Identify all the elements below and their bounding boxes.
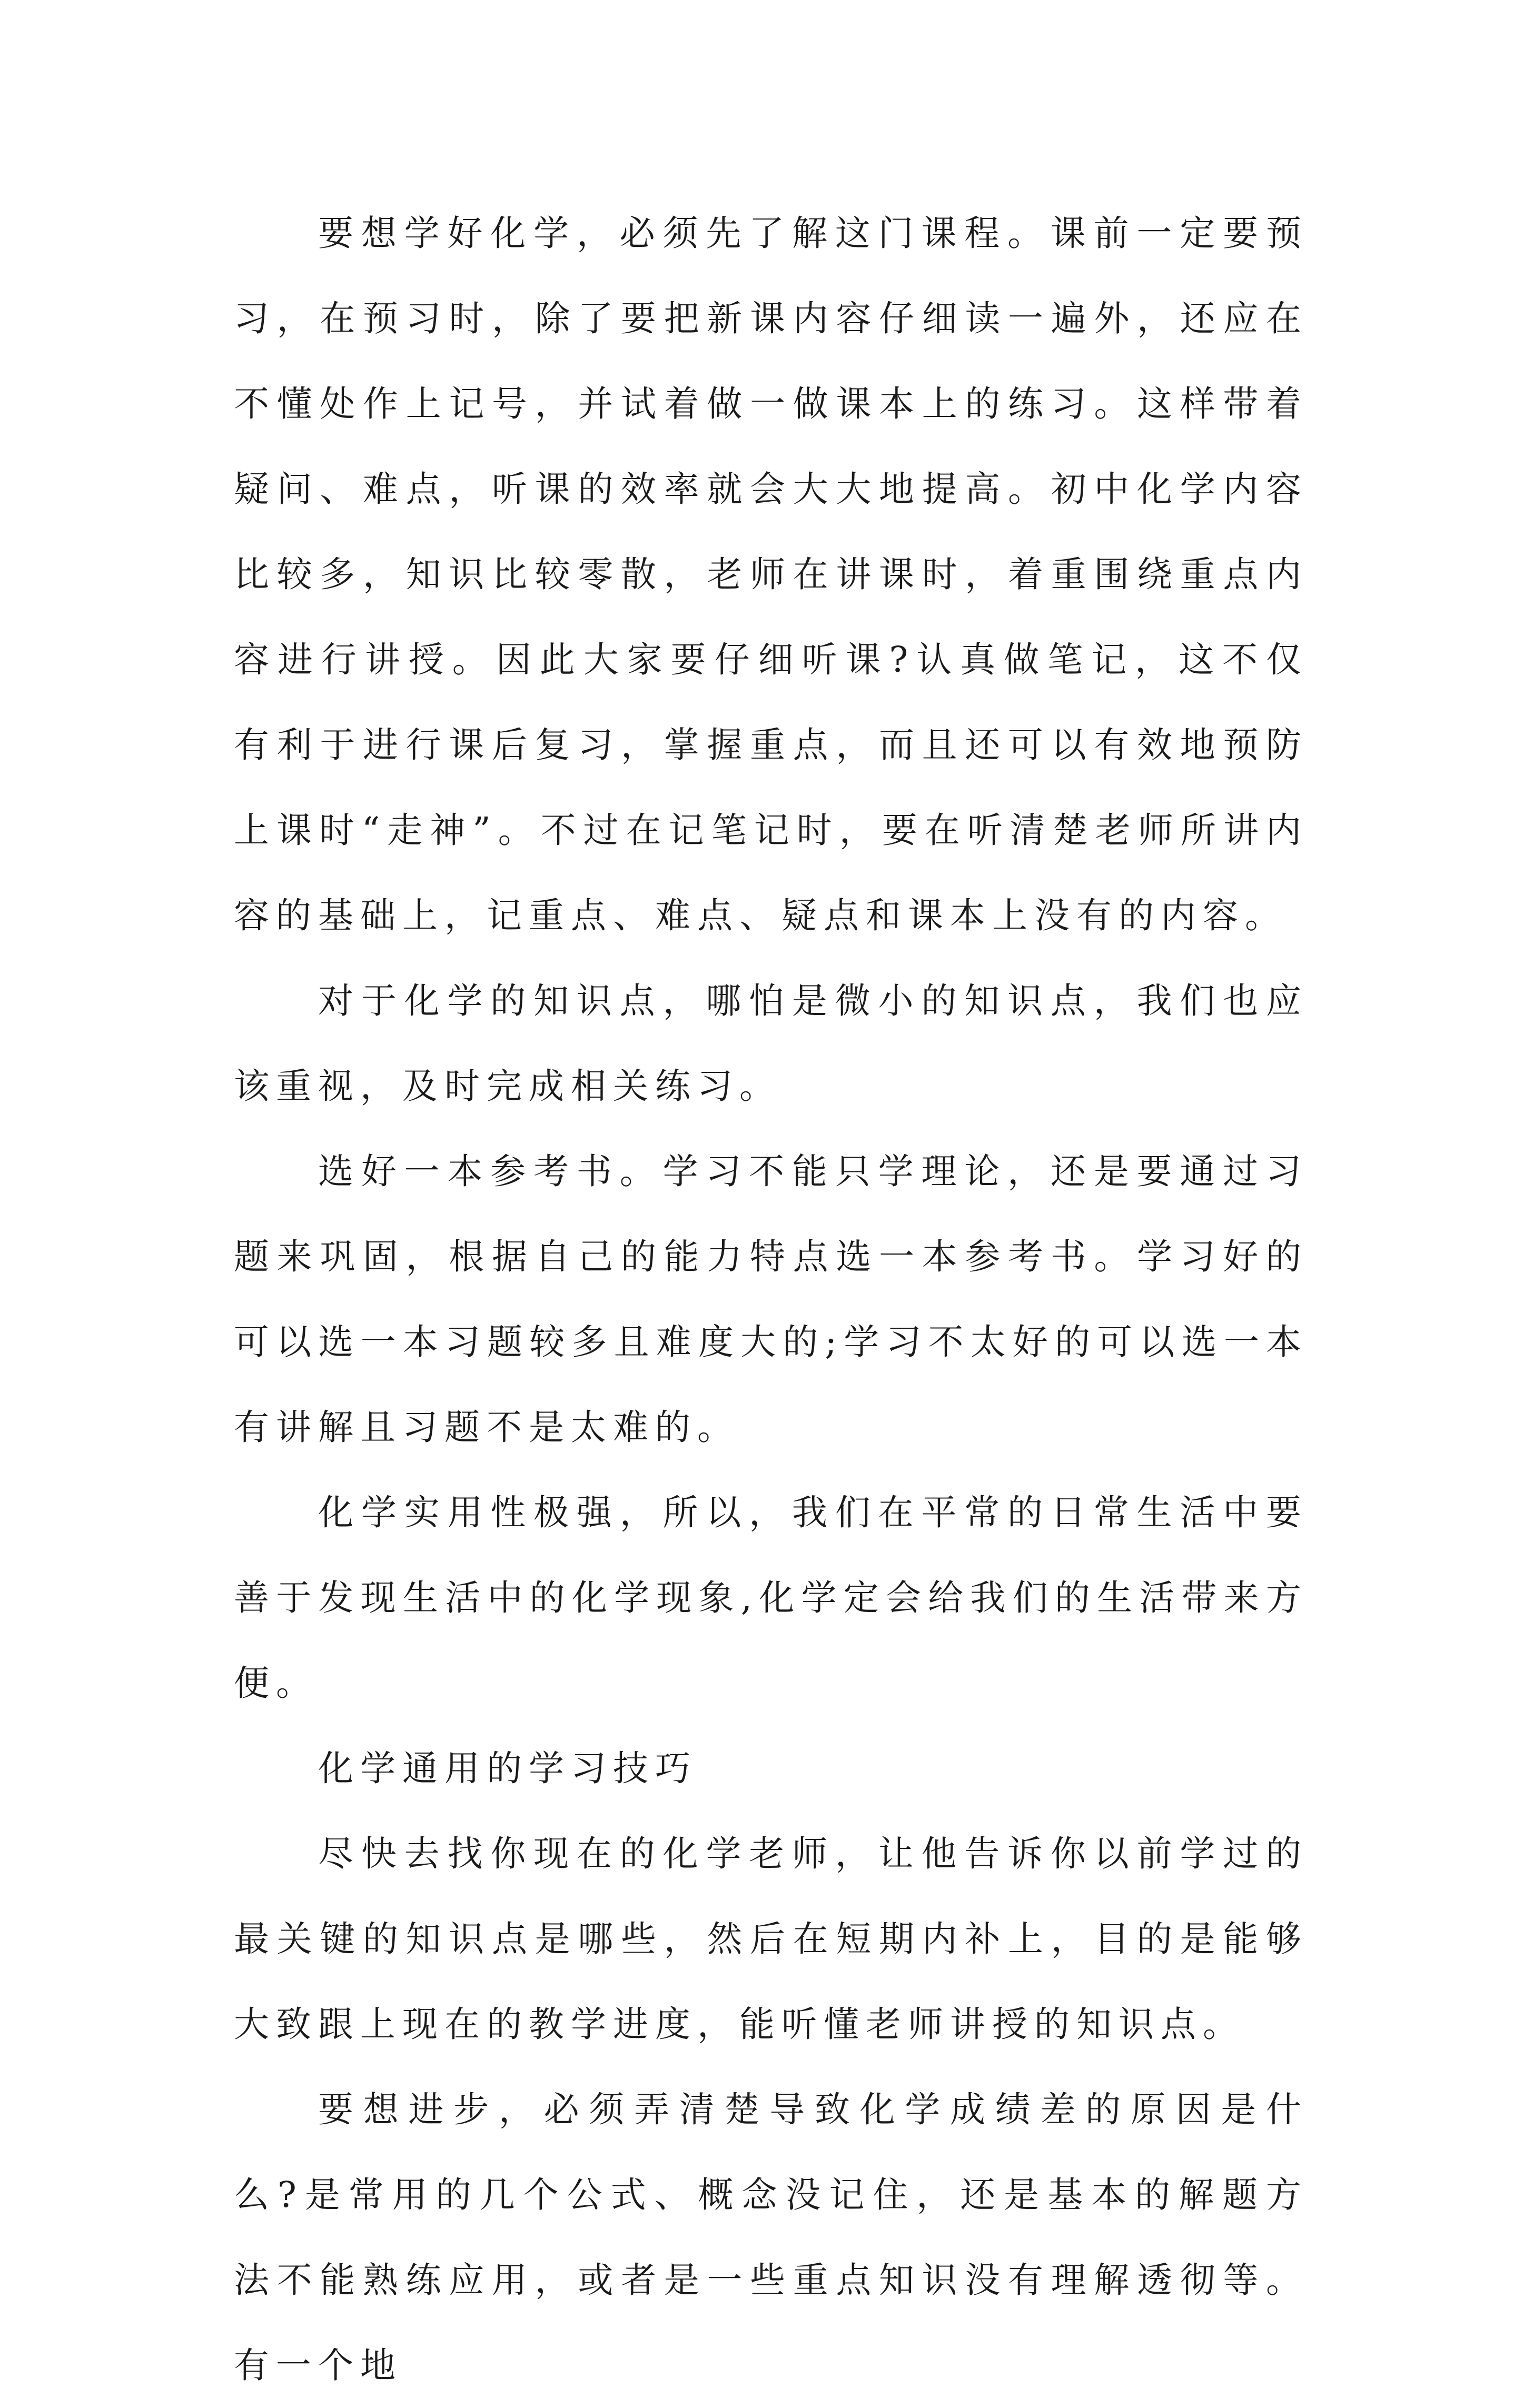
section-heading: 化学通用的学习技巧 [318,1748,697,1789]
paragraph-daily-life: 化学实用性极强，所以，我们在平常的日常生活中要善于发现生活中的化学现象,化学定会给我们的生活带来方便。 [234,1492,1308,1704]
document-body [234,191,1308,2408]
paragraph-preview-study: 要想学好化学，必须先了解这门课程。课前一定要预习，在预习时，除了要把新课内容仔细读一遍外，还应在不懂处作上记号，并试着做一做课本上的练习。这样带着疑问、难点，听课的效率就会大大地提高。初中化学内容比较多，知识比较零散，老师在讲课时，着重围绕重点内容进行讲授。因此大家要仔细听课?认真做笔记，这不仅有利于进行课后复习，掌握重点，而且还可以有效地预防上课时“走神”。不过在记笔记时，要在听清楚老师所讲内容的基础上，记重点、难点、疑点和课本上没有的内容。 [234,213,1308,936]
paragraph-small-knowledge: 对于化学的知识点，哪怕是微小的知识点，我们也应该重视，及时完成相关练习。 [234,980,1308,1107]
paragraph-reference-book: 选好一本参考书。学习不能只学理论，还是要通过习题来巩固，根据自己的能力特点选一本参考书。学习好的可以选一本习题较多且难度大的;学习不太好的可以选一本有讲解且习题不是太难的。 [234,1151,1308,1448]
paragraph-find-cause: 要想进步，必须弄清楚导致化学成绩差的原因是什么?是常用的几个公式、概念没记住，还是基本的解题方法不能熟练应用，或者是一些重点知识没有理解透彻等。有一个地 [234,2089,1308,2386]
paragraph-ask-teacher: 尽快去找你现在的化学老师，让他告诉你以前学过的最关键的知识点是哪些，然后在短期内补上，目的是能够大致跟上现在的教学进度，能听懂老师讲授的知识点。 [234,1833,1308,2045]
